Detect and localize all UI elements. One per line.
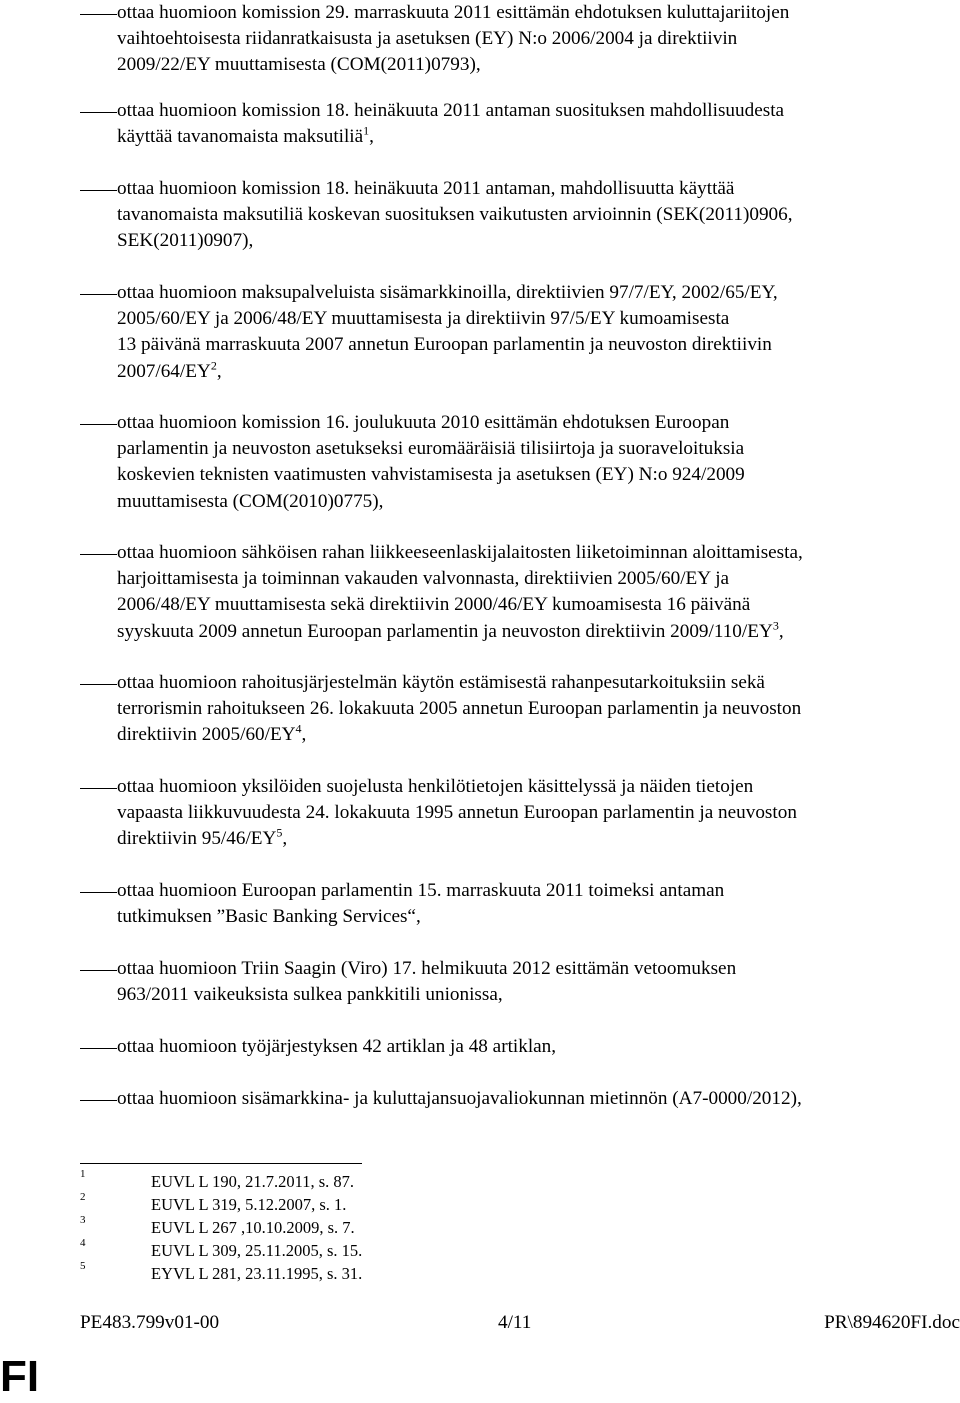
citation-text bbox=[117, 1086, 957, 1112]
text-line: direktiivin $2005/60/EY^4$, bbox=[117, 721, 307, 746]
dash-bullet bbox=[80, 14, 117, 15]
page-footer bbox=[80, 1310, 960, 1336]
footnote-reference: 3 bbox=[772, 618, 779, 633]
text-line: ottaa huomioon komission 29. marraskuuta 2011 esittämän ehdotuksen kuluttajariitojen bbox=[117, 2, 790, 23]
dash-bullet bbox=[80, 1100, 117, 1101]
footnote-reference: 2 bbox=[210, 358, 217, 373]
text-line: 13 päivänä marraskuuta 2007 annetun Euroopan parlamentin ja neuvoston direktiivin bbox=[117, 334, 772, 356]
trailing-punctuation: , bbox=[301, 724, 307, 746]
language-tag: FI bbox=[0, 1352, 40, 1401]
footnote-text: EUVL L 190, 21.7.2011, s. 87. bbox=[151, 1172, 355, 1191]
text-line: terrorismin rahoitukseen 26. lokakuuta 2005 annetun Euroopan parlamentin ja neuvoston bbox=[117, 698, 802, 720]
text-line: ottaa huomioon komission 18. heinäkuuta 2011 antaman suosituksen mahdollisuudesta bbox=[117, 100, 785, 121]
text-line: $2007/64/EY^2$, bbox=[117, 358, 222, 382]
text-line: SEK(2011)0907), bbox=[117, 230, 254, 252]
footnote-reference: 1 bbox=[363, 123, 370, 138]
footnote-number: 5 bbox=[80, 1260, 86, 1272]
dash-bullet bbox=[80, 112, 117, 113]
text-line: parlamentin ja neuvoston asetukseksi euromääräisiä tilisiirtoja ja suoraveloituksia bbox=[117, 438, 745, 460]
text-line: 2006/48/EY muuttamisesta sekä direktiivin 2000/46/EY kumoamisesta 16 päivänä bbox=[117, 594, 751, 616]
citation-text bbox=[117, 98, 957, 150]
footnote-separator bbox=[80, 1163, 362, 1164]
footnote-text: EYVL L 281, 23.11.1995, s. 31. bbox=[151, 1264, 363, 1283]
dash-bullet bbox=[80, 970, 117, 971]
text-line: tavanomaista maksutiliä koskevan suosituksen vaikutusten arvioinnin (SEK(2011)0906, bbox=[117, 204, 793, 226]
footnote-text: EUVL L 319, 5.12.2007, s. 1. bbox=[151, 1195, 347, 1214]
citation-text bbox=[117, 280, 957, 385]
footnote-number: 2 bbox=[80, 1191, 86, 1203]
citation-text bbox=[117, 956, 957, 1008]
citation-text bbox=[117, 176, 957, 255]
text-line: ottaa huomioon sisämarkkina- ja kuluttajansuojavaliokunnan mietinnön (A7-0000/2012), bbox=[117, 1088, 802, 1109]
citation-text bbox=[117, 1034, 957, 1060]
text-line: ottaa huomioon Triin Saagin (Viro) 17. helmikuuta 2012 esittämän vetoomuksen bbox=[117, 958, 737, 979]
dash-bullet bbox=[80, 788, 117, 789]
dash-bullet bbox=[80, 294, 117, 295]
file-name: PR\894620FI.doc bbox=[824, 1312, 960, 1333]
text-line: ottaa huomioon maksupalveluista sisämarkkinoilla, direktiivien 97/7/EY, 2002/65/EY, bbox=[117, 282, 778, 303]
dash-bullet bbox=[80, 190, 117, 191]
dash-bullet bbox=[80, 554, 117, 555]
footnote bbox=[80, 1193, 580, 1216]
text-line: ottaa huomioon yksilöiden suojelusta henkilötietojen käsittelyssä ja näiden tietojen bbox=[117, 776, 754, 797]
text-line: vaihtoehtoisesta riidanratkaisusta ja asetuksen (EY) N:o 2006/2004 ja direktiivin bbox=[117, 28, 738, 50]
footnote-reference: 4 bbox=[295, 721, 302, 736]
trailing-punctuation: , bbox=[282, 828, 288, 850]
text-line: koskevien teknisten vaatimusten vahvistamisesta ja asetuksen (EY) N:o 924/2009 bbox=[117, 464, 745, 486]
trailing-punctuation: , bbox=[778, 620, 784, 642]
text-line: vapaasta liikkuvuudesta 24. lokakuuta 1995 annetun Euroopan parlamentin ja neuvoston bbox=[117, 802, 797, 824]
text-line: ottaa huomioon komission 18. heinäkuuta 2011 antaman, mahdollisuutta käyttää bbox=[117, 178, 735, 199]
text-line: ottaa huomioon sähköisen rahan liikkeeseenlaskijalaitosten liiketoiminnan aloittamisesta, bbox=[117, 542, 803, 563]
footnote-text: EUVL L 309, 25.11.2005, s. 15. bbox=[151, 1241, 363, 1260]
footnote-number: 3 bbox=[80, 1214, 86, 1226]
text-line: käyttää tavanomaista maksutiliä$^1$, bbox=[117, 123, 374, 148]
footnote-list bbox=[80, 1170, 580, 1285]
text-line: muuttamisesta (COM(2010)0775), bbox=[117, 490, 384, 512]
text-line: syyskuuta 2009 annetun Euroopan parlamentin ja neuvoston direktiivin $2009/110/EY^3$, bbox=[117, 618, 784, 642]
text-line: 2005/60/EY ja 2006/48/EY muuttamisesta ja direktiivin 97/5/EY kumoamisesta bbox=[117, 308, 730, 330]
text-line: ottaa huomioon Euroopan parlamentin 15. marraskuuta 2011 toimeksi antaman bbox=[117, 880, 725, 901]
citation-text bbox=[117, 410, 957, 515]
trailing-punctuation: , bbox=[216, 360, 222, 382]
citation-text bbox=[117, 774, 957, 853]
footnote-reference: 5 bbox=[276, 825, 283, 840]
document-reference: PE483.799v01-00 bbox=[80, 1312, 220, 1333]
text-line: direktiivin $95/46/EY^5$, bbox=[117, 825, 288, 850]
citation-text bbox=[117, 670, 957, 749]
dash-bullet bbox=[80, 892, 117, 893]
text-line: ottaa huomioon työjärjestyksen 42 artiklan ja 48 artiklan, bbox=[117, 1036, 557, 1057]
footnote-text: EUVL L 267 ,10.10.2009, s. 7. bbox=[151, 1218, 355, 1237]
dash-bullet bbox=[80, 424, 117, 425]
dash-bullet bbox=[80, 684, 117, 685]
citation-text bbox=[117, 878, 957, 930]
footnote bbox=[80, 1262, 580, 1285]
text-line: 963/2011 vaikeuksista sulkea pankkitili unionissa, bbox=[117, 984, 503, 1006]
citation-text bbox=[117, 0, 957, 79]
footnote bbox=[80, 1216, 580, 1239]
footnote-number: 4 bbox=[80, 1237, 86, 1249]
trailing-punctuation: , bbox=[369, 126, 374, 148]
footnote-number: 1 bbox=[80, 1168, 86, 1180]
text-line: harjoittamisesta ja toiminnan vakauden valvonnasta, direktiivien 2005/60/EY ja bbox=[117, 568, 730, 590]
text-line: ottaa huomioon rahoitusjärjestelmän käytön estämisestä rahanpesutarkoituksiin sekä bbox=[117, 672, 765, 693]
footnote bbox=[80, 1239, 580, 1262]
page-number: 4/11 bbox=[498, 1312, 532, 1333]
dash-bullet bbox=[80, 1048, 117, 1049]
text-line: ottaa huomioon komission 16. joulukuuta 2010 esittämän ehdotuksen Euroopan bbox=[117, 412, 730, 433]
text-line: 2009/22/EY muuttamisesta (COM(2011)0793), bbox=[117, 54, 481, 76]
citation-text bbox=[117, 540, 957, 645]
footnote bbox=[80, 1170, 580, 1193]
text-line: tutkimuksen ”Basic Banking Services“, bbox=[117, 906, 421, 928]
